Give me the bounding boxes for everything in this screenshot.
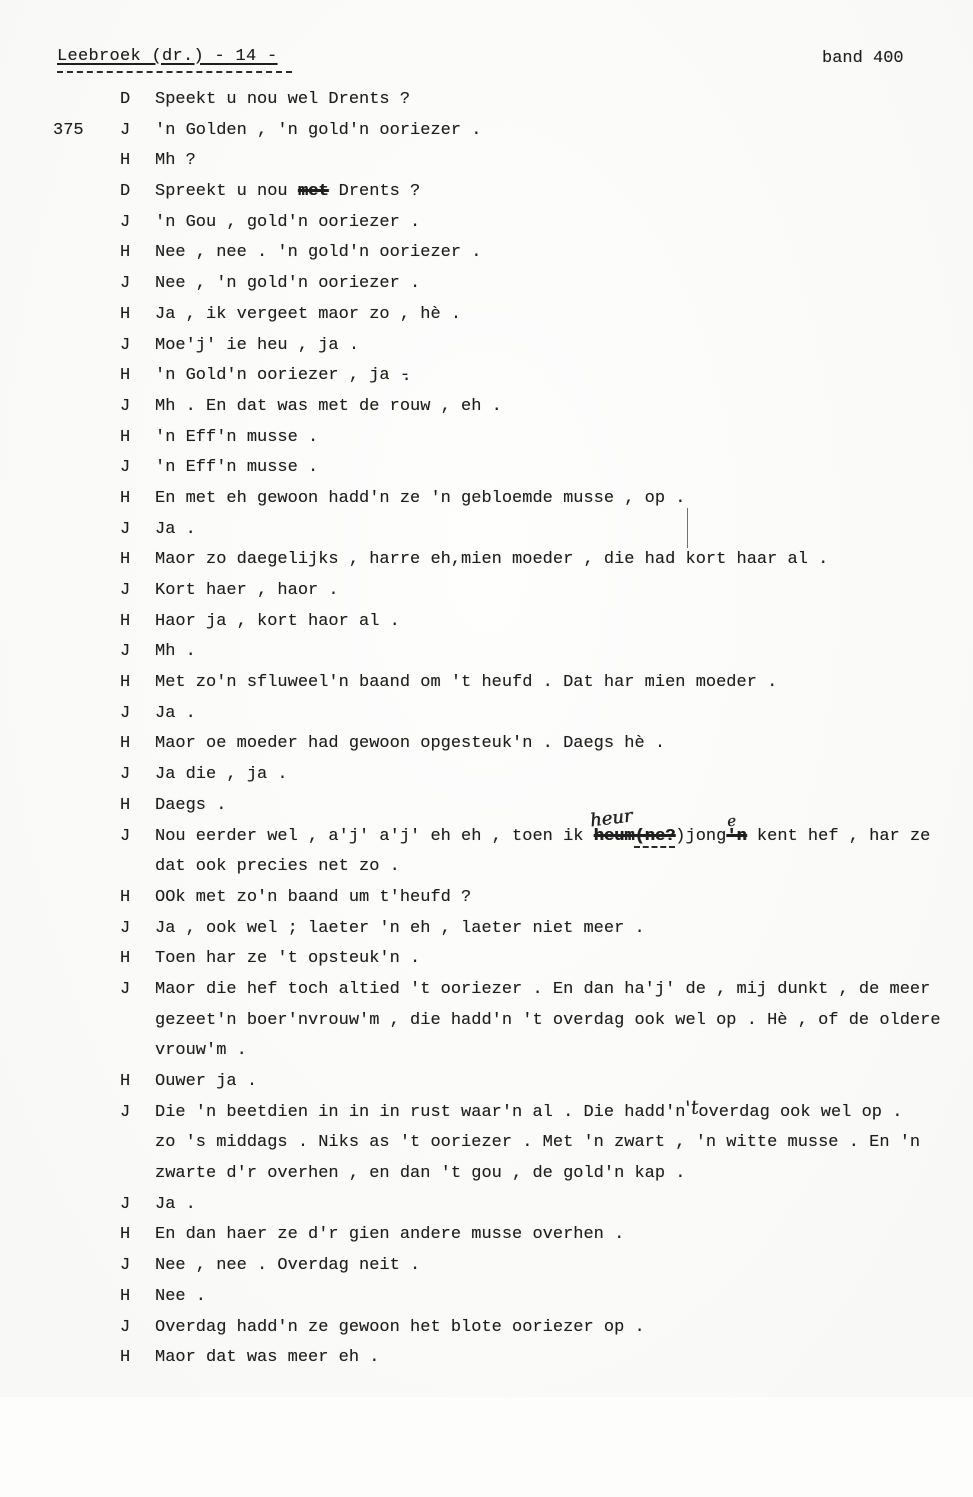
segment-typed: Maor dat was meer eh . bbox=[155, 1348, 380, 1368]
dialogue-line bbox=[0, 975, 973, 1006]
speaker-letter: H bbox=[120, 611, 131, 631]
dialogue-line bbox=[0, 361, 973, 392]
utterance bbox=[155, 146, 196, 177]
utterance bbox=[155, 637, 196, 668]
segment-mark-hyphen-dot: - . bbox=[400, 361, 410, 392]
segment-typed: Kort haer , haor . bbox=[155, 581, 339, 600]
speaker-letter: H bbox=[120, 151, 131, 171]
utterance bbox=[155, 453, 318, 484]
speaker-letter: J bbox=[120, 1102, 131, 1122]
speaker-letter: J bbox=[120, 274, 131, 294]
segment-typed: Nee , nee . 'n gold'n ooriezer . bbox=[155, 243, 482, 263]
dialogue-line bbox=[0, 1220, 973, 1251]
segment-typed: Ja die , ja . bbox=[155, 765, 288, 785]
utterance bbox=[155, 515, 196, 546]
utterance bbox=[155, 331, 359, 362]
speaker-letter: J bbox=[120, 826, 131, 846]
dialogue-line bbox=[0, 545, 973, 576]
speaker-letter: H bbox=[120, 673, 131, 693]
transcript bbox=[0, 85, 973, 1374]
speaker-letter: J bbox=[120, 519, 131, 539]
utterance bbox=[155, 944, 420, 975]
segment-typed: 'n Gou , gold'n ooriezer . bbox=[155, 212, 421, 232]
handwritten-annotation: e bbox=[726, 811, 738, 830]
speaker-letter: J bbox=[120, 581, 131, 600]
dialogue-line bbox=[0, 300, 973, 331]
segment-typed: Ja . bbox=[155, 703, 196, 723]
segment-handwritten: 't bbox=[684, 1096, 700, 1120]
speaker-letter: J bbox=[120, 1317, 131, 1337]
dialogue-line bbox=[0, 1343, 973, 1374]
segment-typed: Nee , 'n gold'n ooriezer . bbox=[155, 274, 421, 294]
speaker-letter: H bbox=[120, 795, 131, 815]
segment-typed: Maor oe moeder had gewoon opgesteuk'n . Daegs hè . bbox=[155, 734, 666, 754]
segment-typed: Ouwer ja . bbox=[155, 1072, 258, 1091]
speaker-letter: H bbox=[120, 488, 131, 508]
utterance bbox=[155, 177, 420, 208]
utterance bbox=[155, 1190, 196, 1221]
utterance bbox=[155, 85, 410, 116]
dialogue-line bbox=[0, 1128, 973, 1159]
speaker-letter: J bbox=[120, 1256, 131, 1276]
speaker-letter: H bbox=[120, 550, 131, 570]
utterance bbox=[155, 238, 481, 269]
dialogue-line bbox=[0, 208, 973, 239]
utterance bbox=[155, 269, 420, 300]
speaker-letter: J bbox=[120, 335, 131, 355]
dialogue-line bbox=[0, 791, 973, 822]
segment-typed: En dan haer ze d'r gien andere musse overhen . bbox=[155, 1225, 625, 1245]
dialogue-line bbox=[0, 177, 973, 208]
dialogue-line bbox=[0, 1282, 973, 1313]
speaker-letter: H bbox=[120, 1286, 131, 1306]
dialogue-line bbox=[0, 852, 973, 883]
utterance bbox=[155, 1098, 902, 1129]
dialogue-line bbox=[0, 1251, 973, 1282]
utterance bbox=[155, 668, 777, 699]
utterance bbox=[155, 545, 828, 576]
dialogue-line bbox=[0, 484, 973, 515]
segment-typed: Mh . En dat was met de rouw , eh . bbox=[155, 396, 502, 416]
segment-typed: vrouw'm . bbox=[155, 1041, 247, 1061]
dialogue-line bbox=[0, 1190, 973, 1221]
segment-typed: Mh . bbox=[155, 642, 196, 662]
segment-typed: )jong bbox=[675, 826, 727, 846]
segment-typed: Ja , ik vergeet maor zo , hè . bbox=[155, 304, 462, 324]
segment-typed: Speekt u nou wel Drents ? bbox=[155, 90, 411, 109]
utterance bbox=[155, 1251, 420, 1282]
utterance bbox=[155, 576, 339, 607]
page-title: Leebroek (dr.) - 14 - bbox=[57, 47, 278, 66]
line-number: 375 bbox=[53, 120, 84, 140]
segment-struck: 'n e bbox=[726, 811, 747, 846]
dialogue-line bbox=[0, 1006, 973, 1037]
utterance bbox=[155, 852, 400, 883]
dialogue-line bbox=[0, 607, 973, 638]
segment-typed: Mh ? bbox=[155, 151, 196, 171]
segment-typed: Moe'j' ie heu , ja . bbox=[155, 335, 360, 355]
segment-struck: met bbox=[297, 182, 329, 202]
utterance bbox=[155, 484, 686, 515]
segment-typed: Daegs . bbox=[155, 795, 227, 815]
dialogue-line bbox=[0, 637, 973, 668]
segment-typed: 'n Eff'n musse . bbox=[155, 427, 319, 447]
segment-typed: 'n Golden , 'n gold'n ooriezer . bbox=[155, 120, 482, 140]
dialogue-line bbox=[0, 1067, 973, 1098]
segment-typed: 'n Eff'n musse . bbox=[155, 458, 319, 478]
segment-typed: En met eh gewoon hadd'n ze 'n gebloemde musse , op . bbox=[155, 488, 686, 508]
utterance bbox=[155, 116, 481, 147]
dialogue-line bbox=[0, 576, 973, 607]
segment-typed: gezeet'n boer'nvrouw'm , die hadd'n 't overdag ook wel op . Hè , of de oldere bbox=[155, 1010, 941, 1030]
utterance bbox=[155, 1159, 686, 1190]
speaker-letter: H bbox=[120, 1072, 131, 1091]
speaker-letter: H bbox=[120, 887, 131, 907]
dialogue-line bbox=[0, 392, 973, 423]
utterance bbox=[155, 791, 226, 822]
speaker-letter: J bbox=[120, 642, 131, 662]
utterance bbox=[155, 729, 665, 760]
segment-typed: zwarte d'r overhen , en dan 't gou , de gold'n kap . bbox=[155, 1164, 686, 1184]
dialogue-line bbox=[0, 1159, 973, 1190]
speaker-letter: H bbox=[120, 366, 131, 386]
dialogue-line bbox=[0, 453, 973, 484]
dialogue-line bbox=[0, 331, 973, 362]
utterance bbox=[155, 607, 400, 638]
dialogue-line bbox=[0, 729, 973, 760]
utterance bbox=[155, 300, 461, 331]
speaker-letter: J bbox=[120, 979, 131, 999]
dialogue-line bbox=[0, 238, 973, 269]
dialogue-line bbox=[0, 760, 973, 791]
utterance bbox=[155, 1036, 247, 1067]
handwritten-annotation: heur bbox=[588, 804, 634, 832]
utterance bbox=[155, 392, 502, 423]
segment-typed: Nou eerder wel , a'j' a'j' eh eh , toen ik bbox=[155, 826, 594, 846]
dialogue-line bbox=[0, 1098, 973, 1129]
speaker-letter: J bbox=[120, 120, 131, 140]
segment-typed: OOk met zo'n baand um t'heufd ? bbox=[155, 887, 472, 907]
utterance bbox=[155, 1343, 379, 1374]
segment-typed: dat ook precies net zo . bbox=[155, 857, 400, 877]
segment-typed: zo 's middags . Niks as 't ooriezer . Met 'n zwart , 'n witte musse . En 'n bbox=[155, 1133, 921, 1153]
segment-typed: overdag ook wel op . bbox=[698, 1102, 903, 1122]
speaker-letter: H bbox=[120, 427, 131, 447]
utterance bbox=[155, 914, 645, 945]
utterance bbox=[155, 423, 318, 454]
utterance bbox=[155, 1313, 645, 1344]
dialogue-line bbox=[0, 883, 973, 914]
utterance bbox=[155, 361, 410, 392]
segment-typed: Overdag hadd'n ze gewoon het blote ooriezer op . bbox=[155, 1317, 645, 1337]
speaker-letter: J bbox=[120, 212, 131, 232]
segment-struck-dashed: (ne? bbox=[634, 826, 676, 846]
speaker-letter: H bbox=[120, 1348, 131, 1368]
speaker-letter: H bbox=[120, 1225, 131, 1245]
utterance bbox=[155, 1128, 920, 1159]
utterance bbox=[155, 1220, 624, 1251]
segment-typed: Nee . bbox=[155, 1286, 207, 1306]
dialogue-line bbox=[0, 699, 973, 730]
segment-struck: heum heur bbox=[588, 804, 635, 846]
segment-typed: Spreekt u nou bbox=[155, 182, 298, 202]
dialogue-line bbox=[0, 1036, 973, 1067]
segment-typed: Toen har ze 't opsteuk'n . bbox=[155, 949, 421, 969]
dialogue-line bbox=[0, 85, 973, 116]
dialogue-line bbox=[0, 914, 973, 945]
dialogue-line bbox=[0, 423, 973, 454]
segment-typed: Haor ja , kort haor al . bbox=[155, 611, 400, 631]
utterance bbox=[155, 699, 196, 730]
band-number: band 400 bbox=[822, 49, 904, 68]
speaker-letter: D bbox=[120, 182, 131, 202]
dialogue-line bbox=[0, 116, 973, 147]
speaker-letter: J bbox=[120, 703, 131, 723]
speaker-letter: H bbox=[120, 949, 131, 969]
segment-typed: Die 'n beetdien in in in rust waar'n al . Die hadd'n bbox=[155, 1102, 686, 1122]
dialogue-line bbox=[0, 515, 973, 546]
utterance bbox=[155, 975, 930, 1006]
segment-typed: Nee , nee . Overdag neit . bbox=[155, 1256, 421, 1276]
speaker-letter: J bbox=[120, 1194, 131, 1214]
segment-typed: Ja , ook wel ; laeter 'n eh , laeter niet meer . bbox=[155, 918, 645, 938]
segment-typed: Ja . bbox=[155, 1194, 196, 1214]
speaker-letter: H bbox=[120, 304, 131, 324]
dialogue-line bbox=[0, 944, 973, 975]
utterance bbox=[155, 1067, 257, 1098]
segment-typed: 'n Gold'n ooriezer , ja bbox=[155, 366, 400, 386]
speaker-letter: D bbox=[120, 90, 131, 109]
segment-typed: kent hef , har ze bbox=[746, 826, 931, 846]
segment-typed: Maor die hef toch altied 't ooriezer . En dan ha'j' de , mij dunkt , de meer bbox=[155, 979, 931, 999]
utterance bbox=[155, 1282, 206, 1313]
utterance bbox=[155, 760, 288, 791]
speaker-letter: J bbox=[120, 458, 131, 478]
dialogue-line bbox=[0, 269, 973, 300]
speaker-letter: J bbox=[120, 918, 131, 938]
speaker-letter: H bbox=[120, 243, 131, 263]
segment-typed: Drents ? bbox=[328, 182, 421, 202]
utterance bbox=[155, 1006, 941, 1037]
utterance bbox=[155, 883, 471, 914]
speaker-letter: J bbox=[120, 765, 131, 785]
segment-typed: Ja . bbox=[155, 519, 196, 539]
dialogue-line bbox=[0, 146, 973, 177]
stray-pen-mark bbox=[687, 508, 688, 548]
speaker-letter: H bbox=[120, 734, 131, 754]
speaker-letter: J bbox=[120, 396, 131, 416]
utterance bbox=[155, 208, 420, 239]
segment-typed: Met zo'n sfluweel'n baand om 't heufd . Dat har mien moeder . bbox=[155, 673, 778, 693]
segment-typed: Maor zo daegelijks , harre eh,mien moeder , die had kort haar al . bbox=[155, 550, 829, 570]
dialogue-line bbox=[0, 668, 973, 699]
dialogue-line bbox=[0, 1313, 973, 1344]
